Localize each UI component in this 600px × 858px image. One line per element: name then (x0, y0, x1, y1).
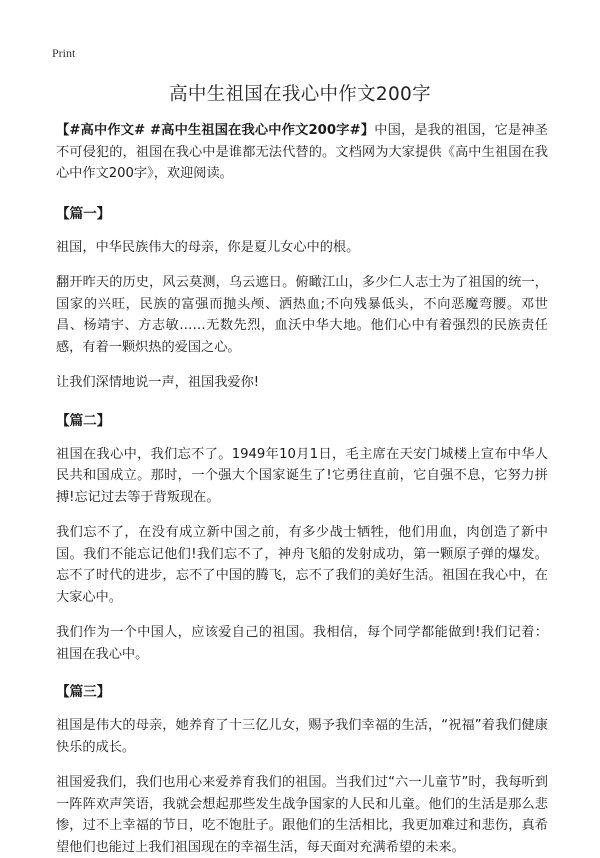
section-2-paragraph-2: 我们忘不了，在没有成立新中国之前，有多少战士牺牲，他们用血，肉创造了新中国。我们不能忘记他们!我们忘不了，神舟飞船的发射成功，第一颗原子弹的爆发。忘不了时代的进步，忘不了中国的腾飞，忘不了我们的美好生活。祖国在我心中，在大家心中。 (56, 525, 548, 605)
section-heading-1: 【篇一】 (56, 205, 111, 222)
section-3-paragraph-2: 祖国爱我们，我们也用心来爱养育我们的祖国。当我们过“六一儿童节”时，我每听到一阵阵欢声笑语，我就会想起那些发生战争国家的人民和儿童。他们的生活是那么悲惨，过不上幸福的节日，吃不饱肚子。跟他们的生活相比，我更加难过和悲伤，真希望他们也能过上我们祖国现在的幸福生活，每天面对充满希望的未来。 (56, 775, 548, 855)
intro-paragraph (56, 120, 548, 185)
section-3-paragraph-1: 祖国是伟大的母亲，她养育了十三亿儿女，赐予我们幸福的生活，“祝福”着我们健康快乐的成长。 (56, 718, 548, 755)
section-1-paragraph-2: 翻开昨天的历史，风云莫测，乌云遮日。俯瞰江山，多少仁人志士为了祖国的统一，国家的兴旺，民族的富强而抛头颅、洒热血;不向残暴低头，不向恶魔弯腰。邓世昌、杨靖宇、方志敏……无数先烈，血沃中华大地。他们心中有着强烈的民族责任感，有着一颗炽热的爱国之心。 (56, 275, 548, 355)
page-title: 高中生祖国在我心中作文200字 (169, 84, 431, 105)
section-1-paragraph-3: 让我们深情地说一声，祖国我爱你! (56, 375, 260, 390)
article-body (56, 120, 548, 858)
section-heading-2: 【篇二】 (56, 412, 111, 429)
section-1-paragraph-1: 祖国，中华民族伟大的母亲，你是夏儿女心中的根。 (56, 239, 360, 255)
intro-tag: 【#高中作文# #高中生祖国在我心中作文200字#】 (56, 123, 375, 138)
print-label: Print (52, 46, 76, 60)
section-2-paragraph-1: 祖国在我心中，我们忘不了。1949年10月1日，毛主席在天安门城楼上宣布中华人民共和国成立。那时，一个强大个国家诞生了!它勇往直前，它自强不息，它努力拼搏!忘记过去等于背叛现在。 (56, 446, 548, 505)
intro-text: 中国，是我的祖国，它是神圣不可侵犯的，祖国在我心中是谁都无法代替的。文档网为大家提供《高中生祖国在我心中作文200字》，欢迎阅读。 (56, 123, 548, 181)
section-heading-3: 【篇三】 (56, 684, 111, 700)
section-2-paragraph-3: 我们作为一个中国人，应该爱自己的祖国。我相信，每个同学都能做到!我们记着：祖国在我心中。 (56, 625, 548, 662)
